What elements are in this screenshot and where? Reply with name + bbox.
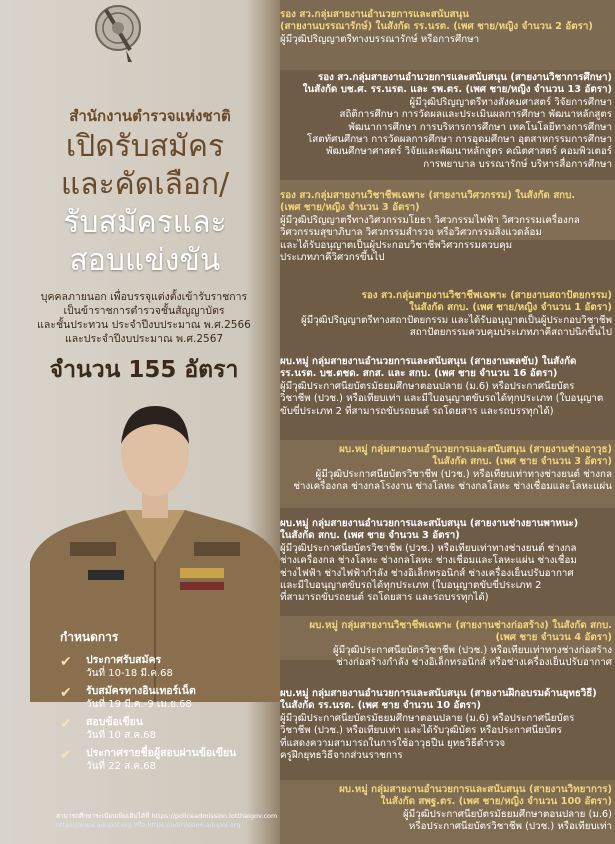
headline-line-2: และคัดเลือก/ <box>60 167 230 202</box>
position-unit: (สายงานบรรณารักษ์) ในสังกัด รร.นรต. (เพศ ชาย/หญิง จำนวน 2 อัตรา) <box>280 21 593 33</box>
position-qualification: การพยาบาล บรรณารักษ์ บริหารสื่อการศึกษา <box>423 158 612 170</box>
position-title: ผบ.หมู่ กลุ่มสายงานอำนวยการและสนับสนุน (สายงานพลขับ) ในสังกัด <box>280 356 577 367</box>
position-qualification: ผู้มีวุฒิประกาศนียบัตรวิชาชีพ (ปวช.) หรือเทียบเท่าทางช่างก่อสร้าง <box>332 644 612 656</box>
position-unit: (เพศ ชาย/หญิง จำนวน 3 อัตรา) <box>280 202 420 214</box>
position-qualification: สถาปัตยกรรมควบคุมประเภทภาคีสถาปนิกขึ้นไป <box>409 327 612 339</box>
left-column <box>0 0 278 844</box>
position-qualification: วิชาชีพ (ปวช.) หรือเทียบเท่า และมีใบอนุญาตขับรถได้ทุกประเภท (ใบอนุญาต <box>280 393 604 405</box>
position-block <box>280 784 612 834</box>
position-block <box>300 72 612 171</box>
position-unit: ในสังกัด สพฐ.ตร. (เพศ ชาย/หญิง จำนวน 100 อัตรา) <box>380 796 612 808</box>
check-icon: ✔ <box>60 654 72 670</box>
position-block <box>280 356 610 418</box>
position-unit: ในสังกัด สกบ. (เพศ ชาย จำนวน 3 อัตรา) <box>432 456 612 468</box>
position-qualification: ที่แสดงความสามารถในการใช้อาวุธปืน ยุทธวิธีตำรวจ <box>280 737 506 749</box>
position-block <box>280 290 612 340</box>
schedule-date: วันที่ 19 มี.ค.-9 เม.ย.68 <box>86 699 192 710</box>
position-block <box>280 9 610 46</box>
position-qualification: สถิติการศึกษา การวัดผลและประเมินผลการศึกษา พัฒนาหลักสูตร <box>339 109 612 121</box>
schedule-item <box>60 684 270 712</box>
position-block <box>280 688 610 762</box>
position-qualification: พัฒนศึกษาศาสตร์ วิจัยและพัฒนาหลักสูตร คณิตศาสตร์ คอมพิวเตอร์ <box>326 146 612 158</box>
position-block <box>280 518 610 605</box>
schedule-title: กำหนดการ <box>60 630 119 644</box>
desc-line-1: บุคคลภายนอก เพื่อบรรจุแต่งตั้งเข้ารับราชการ <box>40 291 248 303</box>
position-title: ผบ.หมู่ กลุ่มสายงานอำนวยการและสนับสนุน (สายงานช่างยานพาหนะ) <box>280 518 579 529</box>
position-qualification: และได้รับอนุญาตเป็นผู้ประกอบวิชาชีพวิศวกรรมควบคุม <box>280 239 513 251</box>
position-qualification: ผู้มีวุฒิประกาศนียบัตรมัธยมศึกษาตอนปลาย (ม.6) <box>403 808 612 820</box>
position-unit: ในสังกัด รร.นรต. (เพศ ชาย จำนวน 10 อัตรา) <box>280 700 481 712</box>
position-qualification: ผู้มีวุฒิประกาศนียบัตรมัธยมศึกษาตอนปลาย (ม.6) หรือประกาศนียบัตร <box>280 712 575 724</box>
position-title: ผบ.หมู่ กลุ่มสายงานวิชาชีพเฉพาะ (สายงานช่างก่อสร้าง) ในสังกัด สกบ. <box>309 620 612 631</box>
position-title: รอง สว.กลุ่มสายงานอำนวยการและสนับสนุน <box>280 9 470 20</box>
recruitment-description <box>8 290 280 346</box>
position-qualification: วิศวกรรมสุขาภิบาล วิศวกรรมสำรวจ หรือวิศวกรรมสิ่งแวดล้อม <box>280 227 542 239</box>
schedule-label: ประกาศรับสมัคร <box>86 654 162 666</box>
position-title: รอง สว.กลุ่มสายงานวิชาชีพเฉพาะ (สายงานสถาปัตยกรรม) <box>361 290 612 301</box>
desc-line-3: และชั้นประทวน ประจำปีงบประมาณ พ.ศ.2566 <box>37 319 251 331</box>
position-qualification: ผู้มีวุฒิประกาศนียบัตรวิชาชีพ (ปวช.) หรือเทียบเท่าทางช่างยนต์ ช่างกล <box>315 468 612 480</box>
check-icon: ✔ <box>60 716 72 732</box>
position-title: รอง สว.กลุ่มสายงานวิชาชีพเฉพาะ (สายงานวิศวกรรม) ในสังกัด สกบ. <box>280 190 576 201</box>
position-qualification: ประเภทภาคีวิศวกรขึ้นไป <box>280 252 385 264</box>
position-qualification: โสตทัศนศึกษา การวัดผลการศึกษา การอุดมศึกษา อุตสาหกรรมการศึกษา <box>307 134 612 146</box>
position-title: ผบ.หมู่ กลุ่มสายงานอำนวยการและสนับสนุน (สายงานช่างอาวุธ) <box>339 444 612 455</box>
footer-links <box>56 812 306 830</box>
position-qualification: พัฒนาการศึกษา การบริหารการศึกษา เทคโนโลยีทางการศึกษา <box>348 121 612 133</box>
schedule-item <box>60 715 270 743</box>
position-unit: (เพศ ชาย จำนวน 4 อัตรา) <box>495 632 612 644</box>
position-title: ผบ.หมู่ กลุ่มสายงานอำนวยการและสนับสนุน (สายงานวิทยาการ) <box>339 784 612 795</box>
footer-line-1[interactable]: สามารถศึกษาระเบียบเพิ่มเติมได้ที่ https://policeadmission.lotthaigov.com <box>56 812 278 820</box>
desc-line-2: เป็นข้าราชการตำรวจชั้นสัญญาบัตร <box>63 305 225 317</box>
desc-line-4: และประจำปีงบประมาณ พ.ศ.2567 <box>64 333 224 345</box>
position-qualification: ผู้มีวุฒิปริญญาตรีทางสถาปัตยกรรม และได้รับอนุญาตเป็นผู้ประกอบวิชาชีพ <box>300 314 612 326</box>
position-qualification: ผู้มีวุฒิปริญญาตรีทางบรรณารักษ์ หรือการศึกษา <box>280 33 480 45</box>
position-qualification: และมีใบอนุญาตขับรถได้ทุกประเภท (ใบอนุญาตขับขี่ประเภท 2 <box>280 580 542 592</box>
position-qualification: หรือประกาศนียบัตรวิชาชีพ (ปวช.) หรือเทียบเท่า <box>408 821 612 833</box>
position-unit: ในสังกัด บช.ศ. รร.นรต. และ รพ.ตร. (เพศ ชาย/หญิง จำนวน 13 อัตรา) <box>302 84 612 96</box>
position-qualification: ขับขี่ประเภท 2 ที่สามารถขับรถยนต์ รถโดยสาร และรถบรรทุกได้) <box>280 405 554 417</box>
position-unit: ในสังกัด สกบ. (เพศ ชาย/หญิง จำนวน 1 อัตรา) <box>409 302 612 314</box>
police-emblem-icon <box>86 0 150 64</box>
position-qualification: วิชาชีพ (ปวช.) หรือเทียบเท่า และได้รับวุฒิบัตร หรือประกาศนียบัตร <box>280 725 562 737</box>
schedule-item <box>60 653 270 681</box>
positions-column <box>280 0 615 844</box>
position-qualification: ช่างเครื่องกล ช่างกลโรงงาน ช่างโลหะ ช่างกลโลหะ ช่างเชื่อมและโลหะแผ่น <box>293 481 612 493</box>
headline <box>10 128 280 280</box>
position-qualification: ครูฝึกยุทธวิธีจากส่วนราชการ <box>280 750 403 762</box>
position-qualification: ช่างก่อสร้างกำลัง ช่างอิเล็กทรอนิกส์ หรือช่างเครื่องเย็นปรับอากาศ <box>336 657 612 669</box>
headline-line-4: สอบแข่งขัน <box>69 243 221 278</box>
position-block <box>280 444 612 494</box>
schedule-item <box>60 746 270 774</box>
headline-line-1: เปิดรับสมัคร <box>65 129 225 164</box>
schedule-panel <box>60 628 270 777</box>
schedule-label: รับสมัครทางอินเทอร์เน็ต <box>86 685 196 697</box>
schedule-label: ประกาศรายชื่อผู้สอบผ่านข้อเขียน <box>86 747 237 759</box>
position-qualification: ผู้มีวุฒิประกาศนียบัตรมัธยมศึกษาตอนปลาย (ม.6) หรือประกาศนียบัตร <box>280 380 575 392</box>
position-qualification: ช่างไฟฟ้า ช่างไฟฟ้ากำลัง ช่างอิเล็กทรอนิกส์ ช่างเครื่องเย็นปรับอากาศ <box>280 567 574 579</box>
position-qualification: ผู้มีวุฒิปริญญาตรีทางวิศวกรรมโยธา วิศวกรรมไฟฟ้า วิศวกรรมเครื่องกล <box>280 214 580 226</box>
footer-line-2[interactable]: https://www.adupol.org หรือ https://admission.adupol.org <box>56 821 241 829</box>
check-icon: ✔ <box>60 685 72 701</box>
agency-name: สำนักงานตำรวจแห่งชาติ <box>69 107 231 125</box>
position-title: ผบ.หมู่ กลุ่มสายงานอำนวยการและสนับสนุน (สายงานฝึกอบรมด้านยุทธวิธี) <box>280 688 597 699</box>
position-unit: รร.นรต. บช.ตชด. สกส. และ สกบ. (เพศ ชาย จำนวน 16 อัตรา) <box>280 368 558 380</box>
schedule-date: วันที่ 10 ส.ค.68 <box>86 730 156 741</box>
position-unit: ในสังกัด สกบ. (เพศ ชาย จำนวน 3 อัตรา) <box>280 530 460 542</box>
schedule-date: วันที่ 22 ส.ค.68 <box>86 761 156 772</box>
position-block <box>280 190 610 264</box>
check-icon: ✔ <box>60 747 72 763</box>
headline-line-3: รับสมัครและ <box>63 205 227 240</box>
position-title: รอง สว.กลุ่มสายงานอำนวยการและสนับสนุน (สายงานวิชาการศึกษา) <box>317 72 612 83</box>
schedule-label: สอบข้อเขียน <box>86 716 143 728</box>
schedule-date: วันที่ 10-18 มี.ค.68 <box>86 668 173 679</box>
position-qualification: ผู้มีวุฒิประกาศนียบัตรวิชาชีพ (ปวช.) หรือเทียบเท่าทางช่างยนต์ ช่างกล <box>280 542 577 554</box>
position-qualification: ผู้มีวุฒิปริญญาตรีทางสังคมศาสตร์ วิจัยการศึกษา <box>409 96 612 108</box>
position-qualification: ที่สามารถขับรถยนต์ รถโดยสาร และรถบรรทุกได้) <box>280 592 489 604</box>
position-qualification: ช่างเครื่องกล ช่างโลหะ ช่างกลโลหะ ช่างเชื่อมและโลหะแผ่น ช่างเชื่อม <box>280 555 577 567</box>
position-block <box>280 620 612 670</box>
total-positions: จำนวน 155 อัตรา <box>49 357 239 383</box>
